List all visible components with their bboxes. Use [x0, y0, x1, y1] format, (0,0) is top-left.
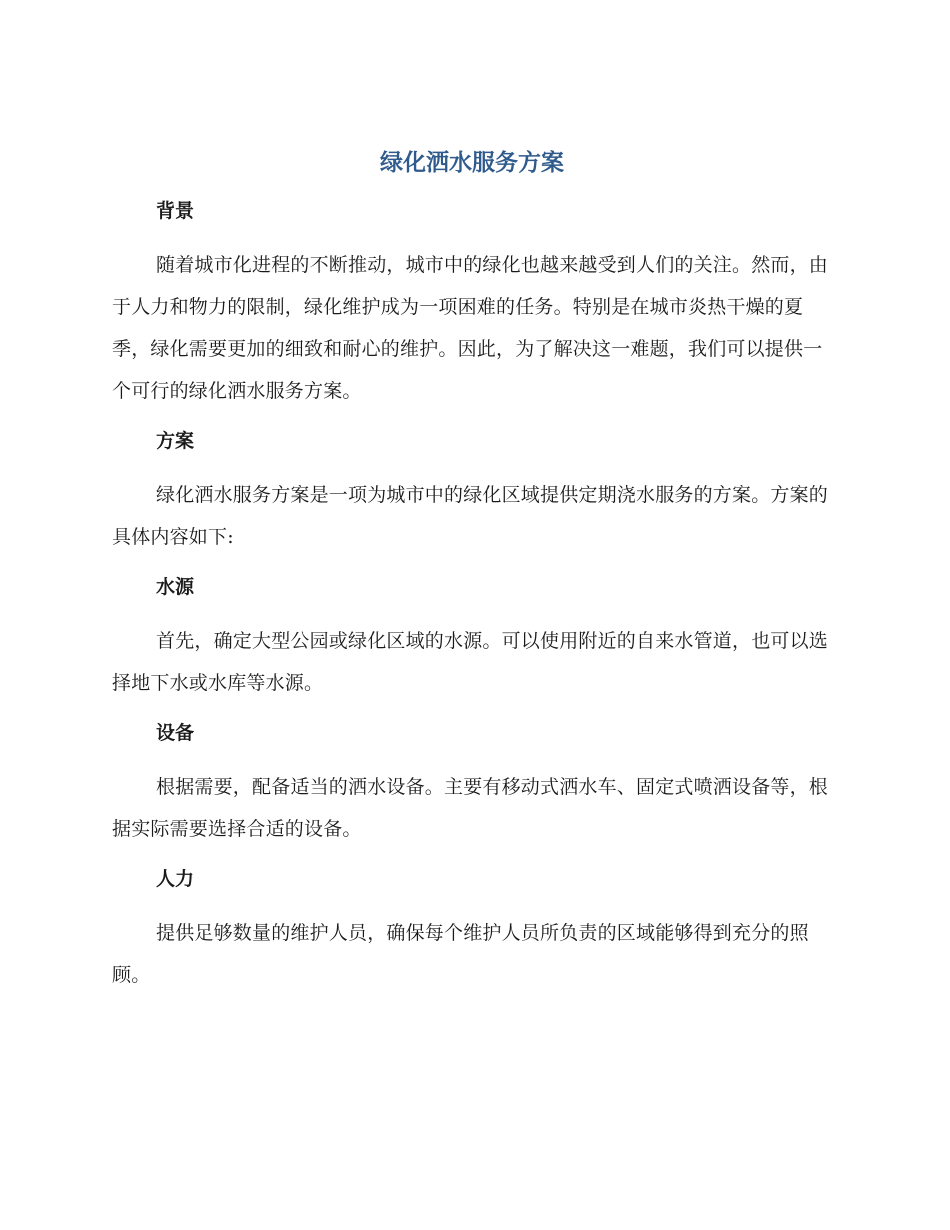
section-paragraph-equipment: 根据需要，配备适当的洒水设备。主要有移动式洒水车、固定式喷洒设备等，根据实际需要选择合适的设备。 — [112, 776, 829, 840]
section-heading-plan: 方案 — [156, 430, 195, 452]
section-paragraph-background: 随着城市化进程的不断推动，城市中的绿化也越来越受到人们的关注。然而，由于人力和物力的限制，绿化维护成为一项困难的任务。特别是在城市炎热干燥的夏季，绿化需要更加的细致和耐心的维护。因此，为了解决这一难题，我们可以提供一个可行的绿化洒水服务方案。 — [112, 254, 829, 402]
section-paragraph-water-source: 首先，确定大型公园或绿化区域的水源。可以使用附近的自来水管道，也可以选择地下水或水库等水源。 — [112, 630, 829, 694]
section-paragraph-manpower: 提供足够数量的维护人员，确保每个维护人员所负责的区域能够得到充分的照顾。 — [112, 922, 809, 986]
section-heading-background: 背景 — [156, 200, 195, 222]
section-heading-equipment: 设备 — [156, 722, 195, 744]
section-paragraph-plan: 绿化洒水服务方案是一项为城市中的绿化区域提供定期浇水服务的方案。方案的具体内容如下: — [112, 484, 829, 548]
document-page — [112, 146, 832, 1012]
section-heading-water-source: 水源 — [156, 576, 195, 598]
document-title: 绿化洒水服务方案 — [380, 150, 564, 176]
section-heading-manpower: 人力 — [156, 868, 195, 890]
